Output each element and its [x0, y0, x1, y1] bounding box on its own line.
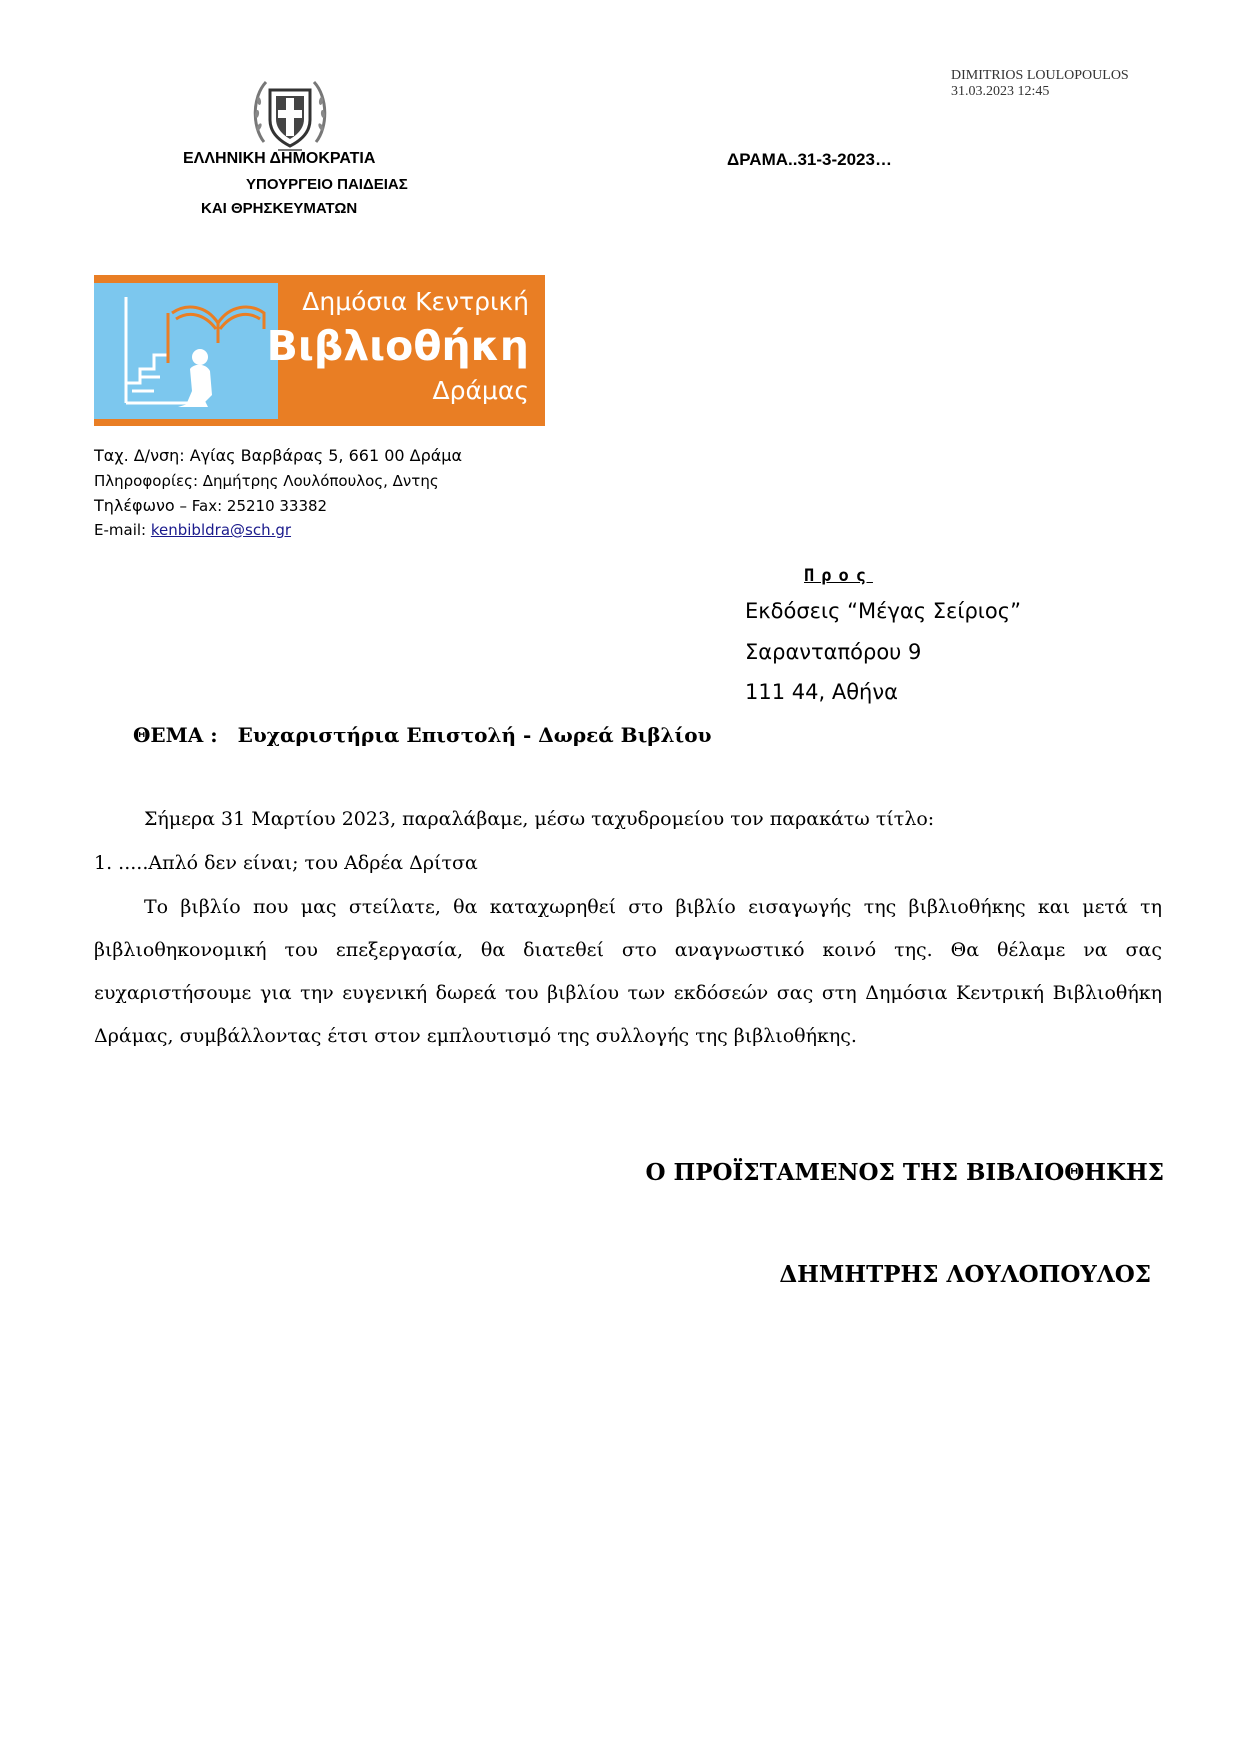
book-item: 1. .....Απλό δεν είναι; του Αδρέα Δρίτσα	[94, 852, 478, 874]
contact-info: Πληροφορίες: Δημήτρης Λουλόπουλος, Δντης	[94, 472, 439, 490]
body-intro: Σήμερα 31 Μαρτίου 2023, παραλάβαμε, μέσω ταχυδρομείου τον παρακάτω τίτλο:	[144, 808, 935, 830]
signatory-name: ΔΗΜΗΤΡΗΣ ΛΟΥΛΟΠΟΥΛΟΣ	[779, 1261, 1151, 1288]
signatory-title: Ο ΠΡΟΪΣΤΑΜΕΝΟΣ ΤΗΣ ΒΙΒΛΙΟΘΗΚΗΣ	[645, 1159, 1164, 1186]
recipient-street: Σαρανταπόρου 9	[745, 640, 922, 664]
phone-fax	[94, 496, 327, 515]
email-line	[94, 521, 291, 539]
postal-address: Ταχ. Δ/νση: Αγίας Βαρβάρας 5, 661 00 Δράμα	[94, 446, 463, 465]
body-paragraph: Το βιβλίο που μας στείλατε, θα καταχωρηθεί στο βιβλίο εισαγωγής της βιβλιοθήκης και μετά τη βιβλιοθηκονομική του επεξεργασία, θα διατεθεί στο αναγνωστικό κοινό της. Θα θέλαμε να σας ευχαριστήσουμε για την ευγενική δωρεά του βιβλίου των εκδόσεών σας στη Δημόσια Κεντρική Βιβλιοθήκη Δράμας, συμβάλλοντας έτσι στον εμπλουτισμό της συλλογής της βιβλιοθήκης.	[94, 896, 1162, 1047]
recipient-name: Εκδόσεις “Μέγας Σείριος”	[745, 599, 1021, 623]
logo-line-3: Δράμας	[432, 376, 529, 405]
recipient-label: Προς	[804, 566, 873, 586]
phone-label: Τηλέφωνο	[94, 496, 175, 515]
subject-text: Ευχαριστήρια Επιστολή - Δωρεά Βιβλίου	[237, 723, 712, 747]
book-reader-icon	[94, 283, 278, 419]
logo-line-1: Δημόσια Κεντρική	[302, 287, 529, 316]
ministry-line-1: ΥΠΟΥΡΓΕΙΟ ΠΑΙΔΕΙΑΣ	[246, 176, 408, 193]
greek-coat-of-arms-icon	[250, 72, 330, 162]
country-heading: ΕΛΛΗΝΙΚΗ ΔΗΜΟΚΡΑΤΙΑ	[183, 150, 376, 167]
place-date: ΔΡΑΜΑ..31-3-2023…	[727, 150, 892, 169]
signature-signer: DIMITRIOS LOULOPOULOS	[951, 68, 1129, 83]
signature-datetime: 31.03.2023 12:45	[951, 84, 1050, 99]
phone-fax-number: – Fax: 25210 33382	[174, 497, 328, 515]
email-link[interactable]: kenbibldra@sch.gr	[150, 521, 292, 539]
recipient-city: 111 44, Αθήνα	[745, 680, 898, 704]
library-logo	[94, 275, 545, 426]
email-label: E-mail:	[94, 521, 151, 539]
logo-illustration	[94, 283, 278, 419]
subject-line	[133, 723, 711, 747]
logo-line-2: Βιβλιοθήκη	[266, 322, 529, 370]
ministry-line-2: ΚΑΙ ΘΡΗΣΚΕΥΜΑΤΩΝ	[201, 200, 358, 217]
digital-signature-stamp	[951, 68, 1129, 100]
subject-label: ΘΕΜΑ :	[133, 723, 218, 747]
